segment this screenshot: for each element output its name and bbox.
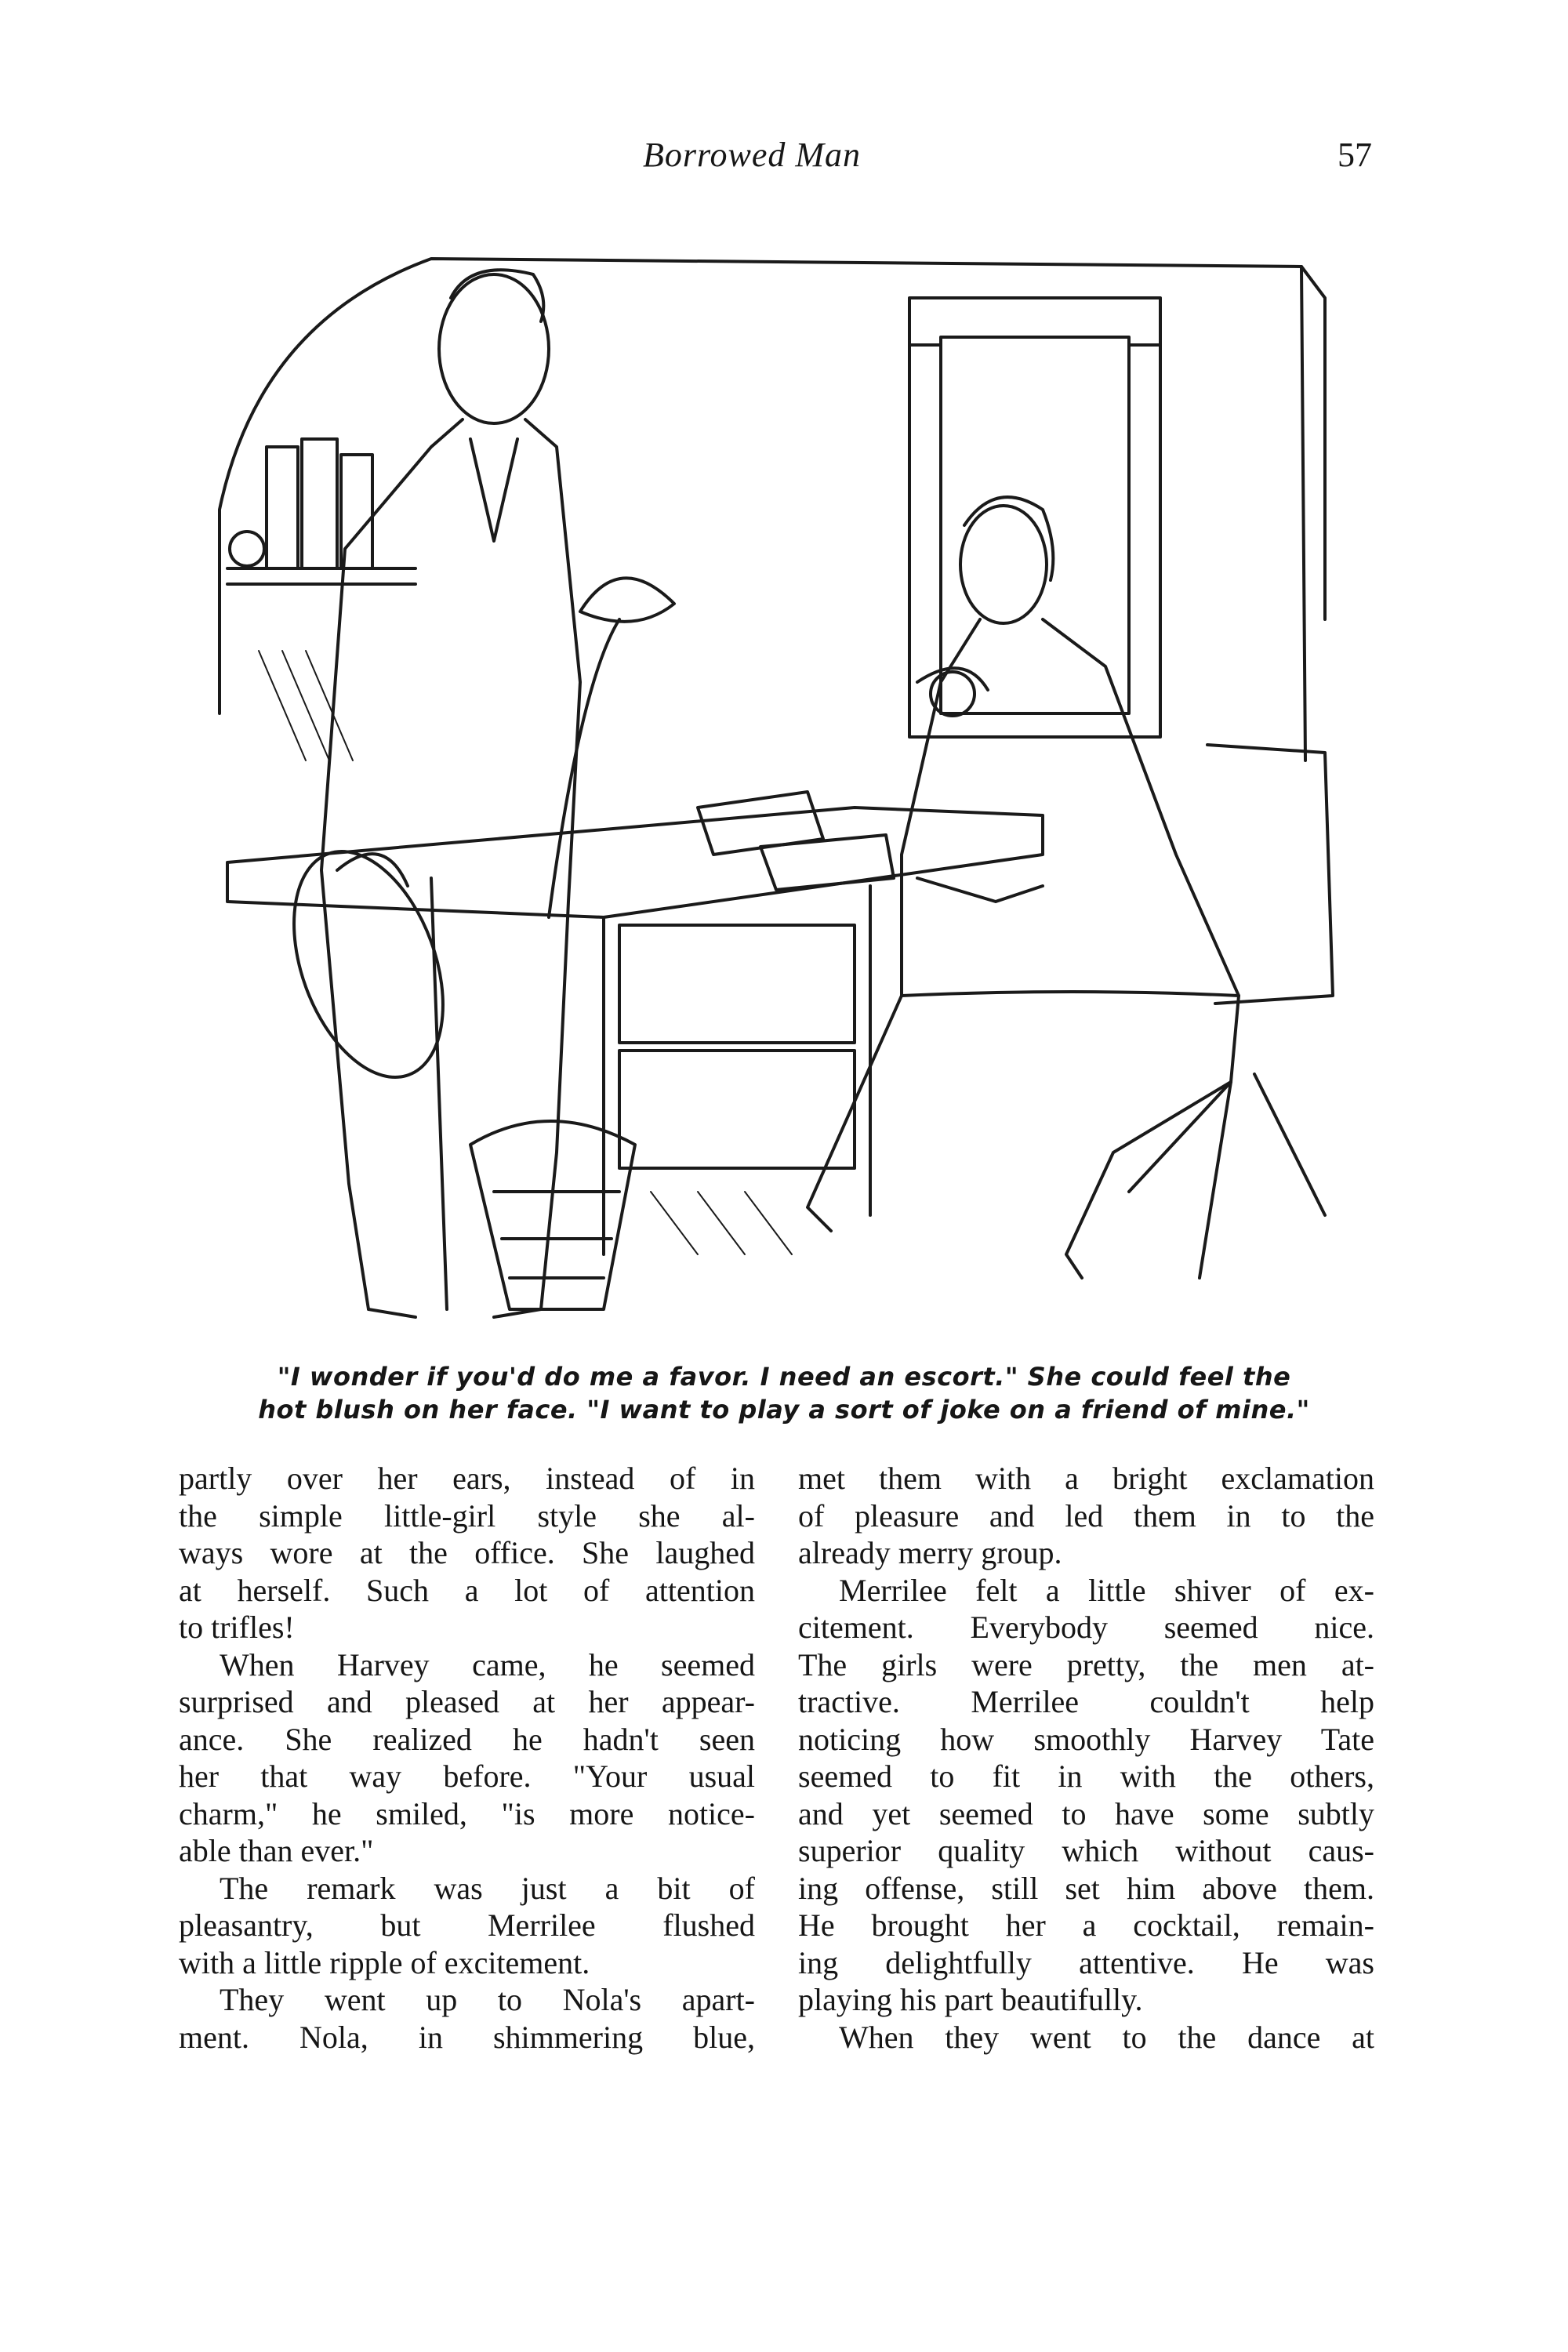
text-line: When they went to the dance at (839, 2019, 1374, 2055)
text-line: The girls were pretty, the men at- (798, 1646, 1374, 1682)
illustration-caption (235, 1360, 1333, 1426)
text-line: ing offense, still set him above them. (798, 1870, 1374, 1906)
text-line: ways wore at the office. She laughed (179, 1535, 755, 1570)
text-line: met them with a bright exclamation (798, 1461, 1374, 1496)
text-line: seemed to fit in with the others, (798, 1759, 1374, 1794)
running-title: Borrowed Man (643, 136, 862, 174)
text-line: ing delightfully attentive. He was (798, 1944, 1374, 1980)
text-line: able than ever." (179, 1833, 374, 1868)
text-column-right (798, 1460, 1374, 2056)
text-line: noticing how smoothly Harvey Tate (798, 1721, 1374, 1757)
text-line: They went up to Nola's apart- (220, 1982, 755, 2017)
illustration-drawing (212, 212, 1364, 1333)
text-line: the simple little-girl style she al- (179, 1497, 755, 1534)
text-line: of pleasure and led them in to the (798, 1497, 1374, 1534)
text-line: The remark was just a bit of (220, 1870, 755, 1906)
text-line: ance. She realized he hadn't seen (179, 1721, 755, 1757)
text-line: ment. Nola, in shimmering blue, (179, 2019, 755, 2055)
text-line: at herself. Such a lot of attention (179, 1572, 755, 1608)
text-line: playing his part beautifully. (798, 1982, 1143, 2017)
text-line: Merrilee felt a little shiver of ex- (839, 1572, 1374, 1608)
caption-line: "I wonder if you'd do me a favor. I need an escort." She could feel the (277, 1362, 1291, 1392)
text-line: When Harvey came, he seemed (220, 1646, 755, 1682)
text-line: and yet seemed to have some subtly (798, 1795, 1374, 1831)
text-column-left (179, 1460, 755, 2056)
text-line: pleasantry, but Merrilee flushed (179, 1907, 755, 1943)
text-line: with a little ripple of excitement. (179, 1944, 590, 1980)
text-line: tractive. Merrilee couldn't help (798, 1684, 1374, 1719)
text-line: charm," he smiled, "is more notice- (179, 1795, 755, 1831)
text-line: to trifles! (179, 1610, 295, 1645)
text-line: superior quality which without caus- (798, 1833, 1374, 1868)
caption-line: hot blush on her face. "I want to play a sort of joke on a friend of mine." (258, 1395, 1310, 1425)
text-line: citement. Everybody seemed nice. (798, 1610, 1374, 1645)
text-line: already merry group. (798, 1535, 1062, 1570)
page-number: 57 (1338, 136, 1372, 174)
illustration (212, 212, 1364, 1333)
text-line: her that way before. "Your usual (179, 1759, 755, 1794)
text-line: partly over her ears, instead of in (179, 1461, 755, 1496)
text-line: He brought her a cocktail, remain- (798, 1907, 1374, 1943)
text-line: surprised and pleased at her appear- (179, 1684, 755, 1719)
